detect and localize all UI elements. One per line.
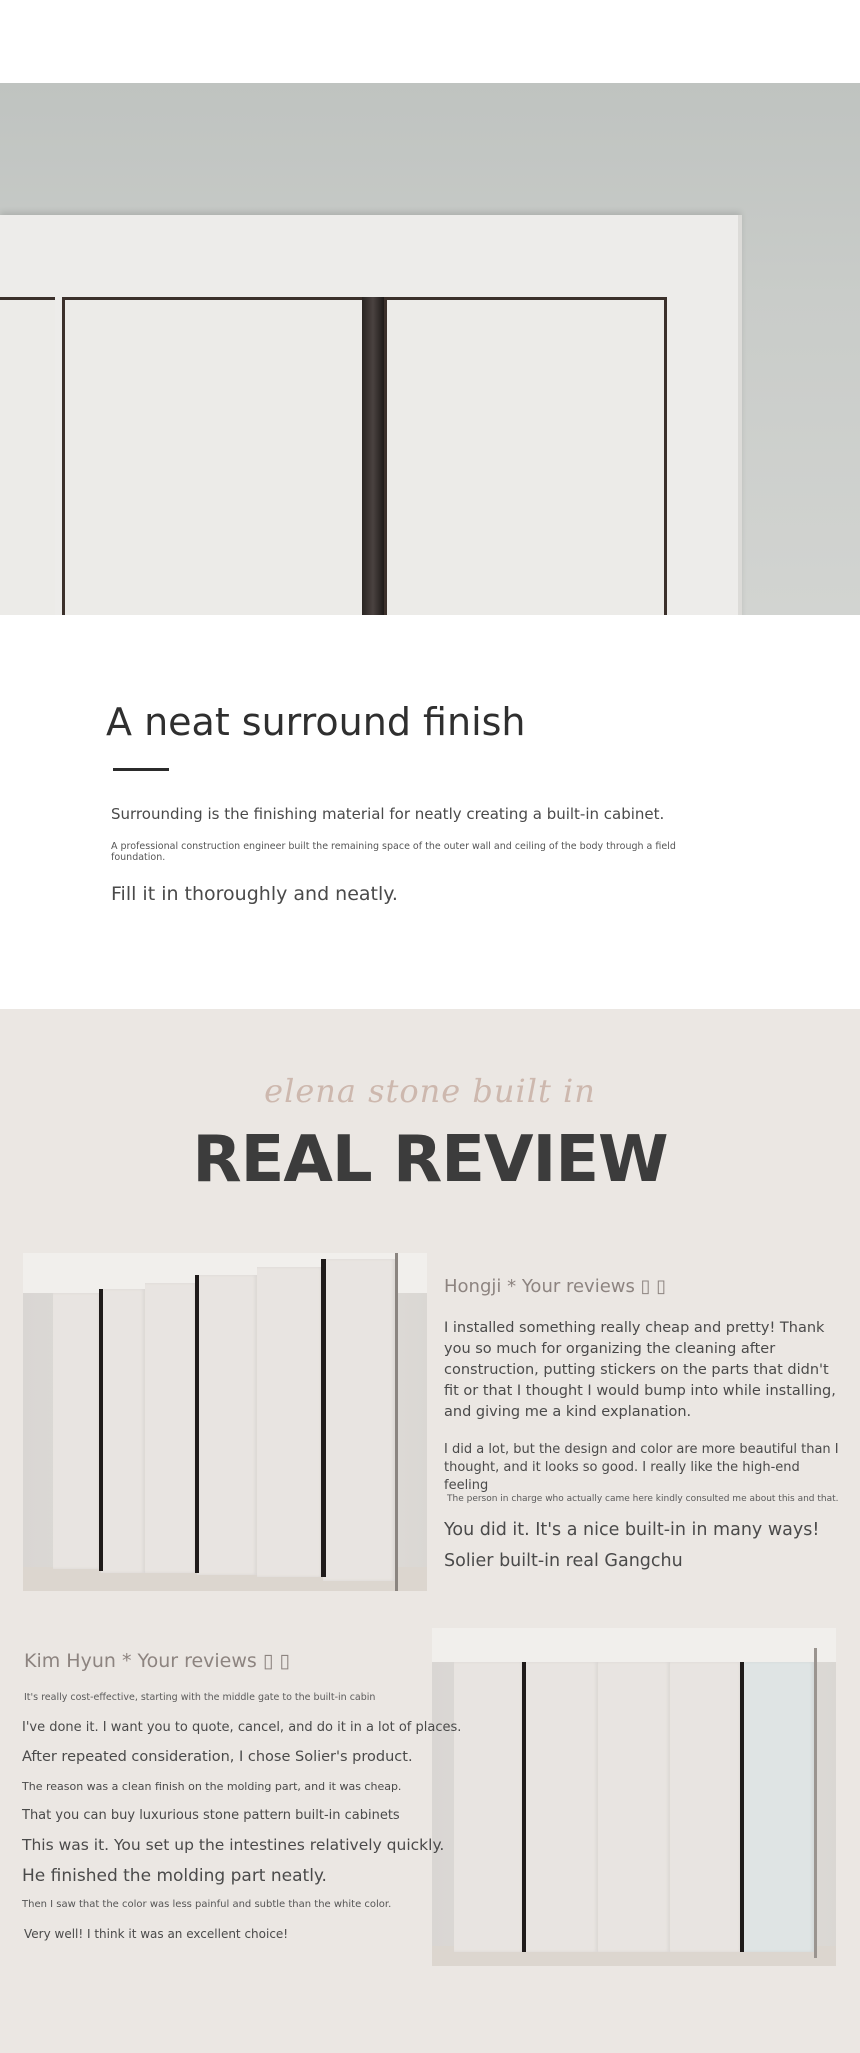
review-line: After repeated consideration, I chose Solier's product. — [22, 1749, 413, 1765]
cabinet-door — [384, 297, 667, 615]
surround-edge — [738, 215, 742, 615]
review-note: The person in charge who actually came here kindly consulted me about this and that. — [447, 1494, 839, 1504]
review-line: This was it. You set up the intestines relatively quickly. — [22, 1836, 445, 1854]
review-line: Very well! I think it was an excellent choice! — [24, 1927, 289, 1941]
review-photo-1 — [23, 1253, 427, 1591]
review-line: It's really cost-effective, starting with the middle gate to the built-in cabin — [24, 1692, 376, 1703]
hero-cabinet-photo — [0, 83, 860, 615]
cabinet-door — [0, 297, 55, 615]
door-gap — [362, 297, 384, 615]
review-line: That you can buy luxurious stone pattern built-in cabinets — [22, 1808, 400, 1823]
review-photo-2 — [432, 1628, 836, 1966]
section-title: A neat surround finish — [106, 700, 526, 744]
review-author: Kim Hyun * Your reviews ▯ ▯ — [24, 1650, 290, 1672]
review-heading: REAL REVIEW — [192, 1123, 668, 1197]
cabinet-door — [62, 297, 365, 615]
review-line: The reason was a clean finish on the molding part, and it was cheap. — [22, 1780, 402, 1793]
review-paragraph: I did a lot, but the design and color are more beautiful than I thought, and it looks so good. I really like the high-end feeling — [444, 1442, 839, 1493]
review-highlight: Solier built-in real Gangchu — [444, 1551, 683, 1571]
title-divider — [113, 768, 169, 771]
review-author: Hongji * Your reviews ▯ ▯ — [444, 1276, 667, 1297]
review-paragraph: I installed something really cheap and pretty! Thank you so much for organizing the cleaning after construction, putting stickers on the parts that didn't fit or that I thought I would bump into while installing, and giving me a kind explanation. — [444, 1320, 836, 1420]
brand-script-text: elena stone built in — [264, 1072, 596, 1110]
review-line: He finished the molding part neatly. — [22, 1866, 327, 1886]
intro-text-large: Fill it in thoroughly and neatly. — [111, 883, 398, 905]
review-line: Then I saw that the color was less painful and subtle than the white color. — [22, 1899, 392, 1910]
review-highlight: You did it. It's a nice built-in in many ways! — [444, 1520, 820, 1540]
intro-small-text: A professional construction engineer built the remaining space of the outer wall and ceiling of the body through a field foundation. — [111, 841, 676, 863]
review-line: I've done it. I want you to quote, cancel, and do it in a lot of places. — [22, 1720, 462, 1735]
intro-text: Surrounding is the finishing material for neatly creating a built-in cabinet. — [111, 805, 665, 823]
